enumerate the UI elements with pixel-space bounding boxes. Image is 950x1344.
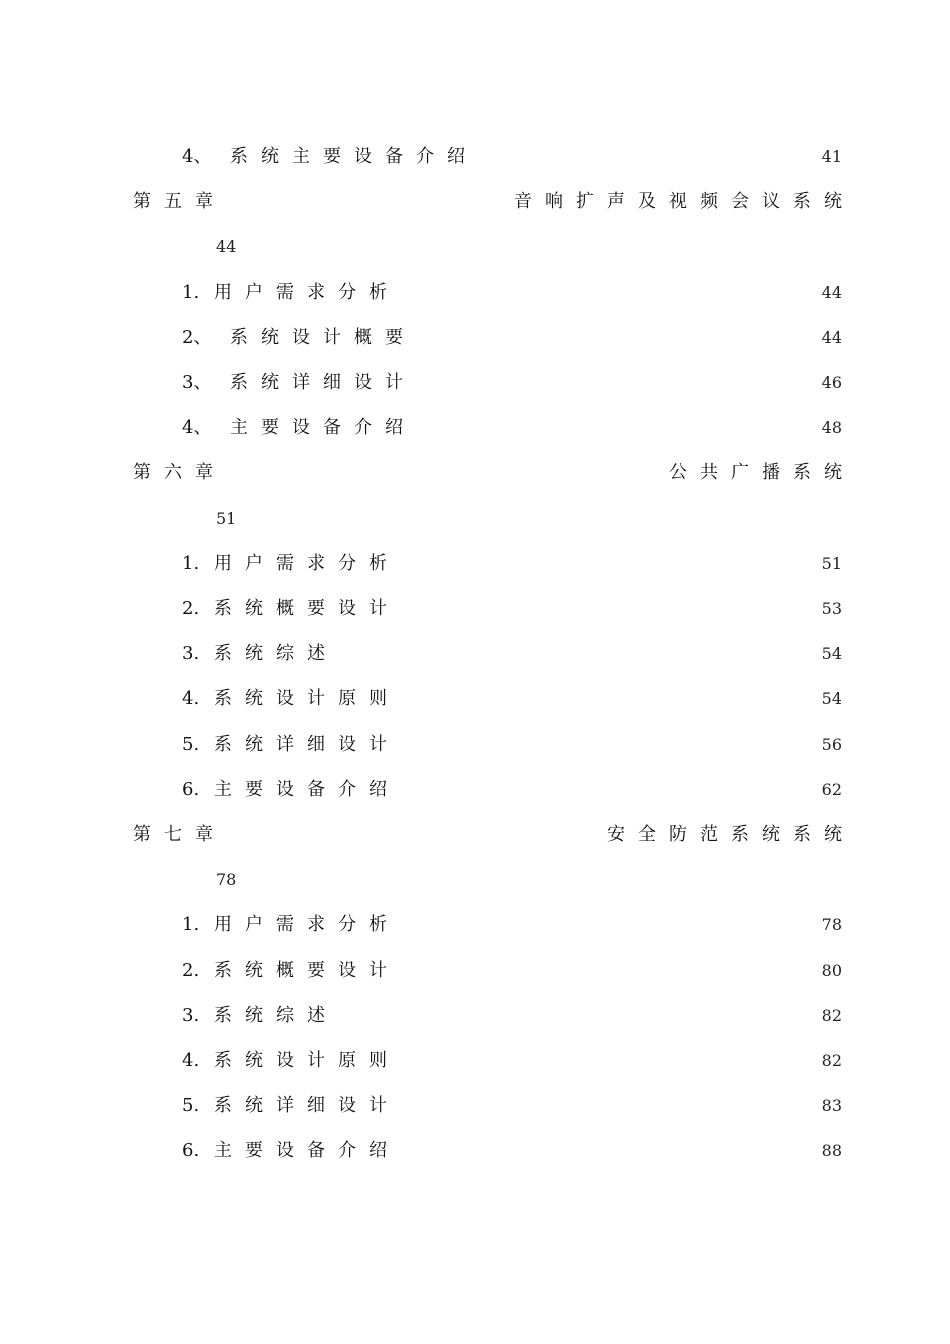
toc-entry-number: 3、 [182,372,212,393]
toc-entry [182,1091,400,1121]
toc-entry-number: 1. [182,552,200,574]
toc-page-number: 62 [821,779,842,799]
toc-page-number: 82 [821,1005,842,1025]
toc-entry [182,730,400,760]
toc-entry-number: 6. [182,1140,200,1162]
toc-entry-title: 系统详细设计 [230,372,416,393]
toc-entry-title: 主要设备介绍 [214,1140,400,1162]
toc-entry [182,142,478,172]
toc-entry [182,684,400,714]
toc-page-number: 46 [821,373,842,392]
chapter-number: 第六章 [133,462,226,484]
toc-entry-number: 3. [182,1004,200,1026]
toc-page-number: 48 [821,418,842,438]
chapter-page-number: 78 [216,870,237,890]
toc-page-number: 41 [821,147,842,166]
toc-page-number: 88 [821,1141,842,1161]
toc-page-number: 54 [821,689,842,709]
toc-entry-title: 系统主要设备介绍 [230,146,478,167]
toc-entry-title: 系统详细设计 [214,733,400,755]
toc-page-number: 53 [821,599,842,618]
toc-page-number: 51 [821,553,842,573]
toc-entry [182,956,400,986]
toc-entry-number: 2. [182,598,200,619]
toc-entry-title: 用户需求分析 [214,914,400,936]
toc-entry [182,910,400,940]
toc-page-number: 80 [821,960,842,980]
toc-entry [182,1046,400,1076]
toc-entry-number: 5. [182,733,200,755]
toc-entry-number: 3. [182,643,200,665]
chapter-page-number: 44 [216,237,237,257]
toc-entry-title: 系统设计概要 [230,326,416,348]
chapter-title: 公共广播系统 [669,462,855,484]
toc-entry [182,1136,400,1166]
toc-entry-title: 用户需求分析 [214,281,400,303]
toc-page-number: 44 [821,282,842,302]
toc-entry-number: 5. [182,1095,200,1117]
toc-entry-number: 1. [182,281,200,303]
toc-entry-number: 4、 [182,146,212,167]
toc-page-number: 83 [821,1096,842,1116]
toc-entry [182,278,400,308]
toc-entry [182,594,400,624]
toc-page-number: 78 [821,915,842,935]
toc-entry-title: 系统综述 [214,643,338,665]
toc-entry [182,775,400,805]
chapter-page-number: 51 [216,508,237,528]
chapter-number: 第七章 [133,824,226,845]
toc-entry-number: 6. [182,778,200,800]
toc-page-number: 82 [821,1051,842,1070]
toc-entry-number: 4. [182,688,200,710]
toc-entry-number: 4. [182,1050,200,1071]
toc-entry [182,639,338,669]
toc-entry-title: 主要设备介绍 [214,778,400,800]
toc-entry-title: 用户需求分析 [214,552,400,574]
toc-entry-number: 4、 [182,417,212,439]
toc-entry [182,323,416,353]
chapter-number: 第五章 [133,191,226,213]
toc-entry-title: 系统详细设计 [214,1095,400,1117]
toc-entry-number: 2. [182,959,200,981]
toc-entry-number: 2、 [182,326,212,348]
toc-entry-number: 1. [182,914,200,936]
toc-entry [182,368,416,398]
toc-page-number: 44 [821,327,842,347]
toc-page-number: 56 [821,734,842,754]
toc-entry-title: 系统设计原则 [214,688,400,710]
toc-entry [182,413,416,443]
toc-entry-title: 主要设备介绍 [230,417,416,439]
chapter-title: 音响扩声及视频会议系统 [514,191,855,213]
toc-entry [182,549,400,579]
toc-entry [182,1001,338,1031]
toc-entry-title: 系统设计原则 [214,1050,400,1071]
toc-entry-title: 系统概要设计 [214,598,400,619]
toc-entry-title: 系统综述 [214,1004,338,1026]
chapter-title: 安全防范系统系统 [607,824,855,845]
toc-entry-title: 系统概要设计 [214,959,400,981]
toc-page-number: 54 [821,644,842,664]
